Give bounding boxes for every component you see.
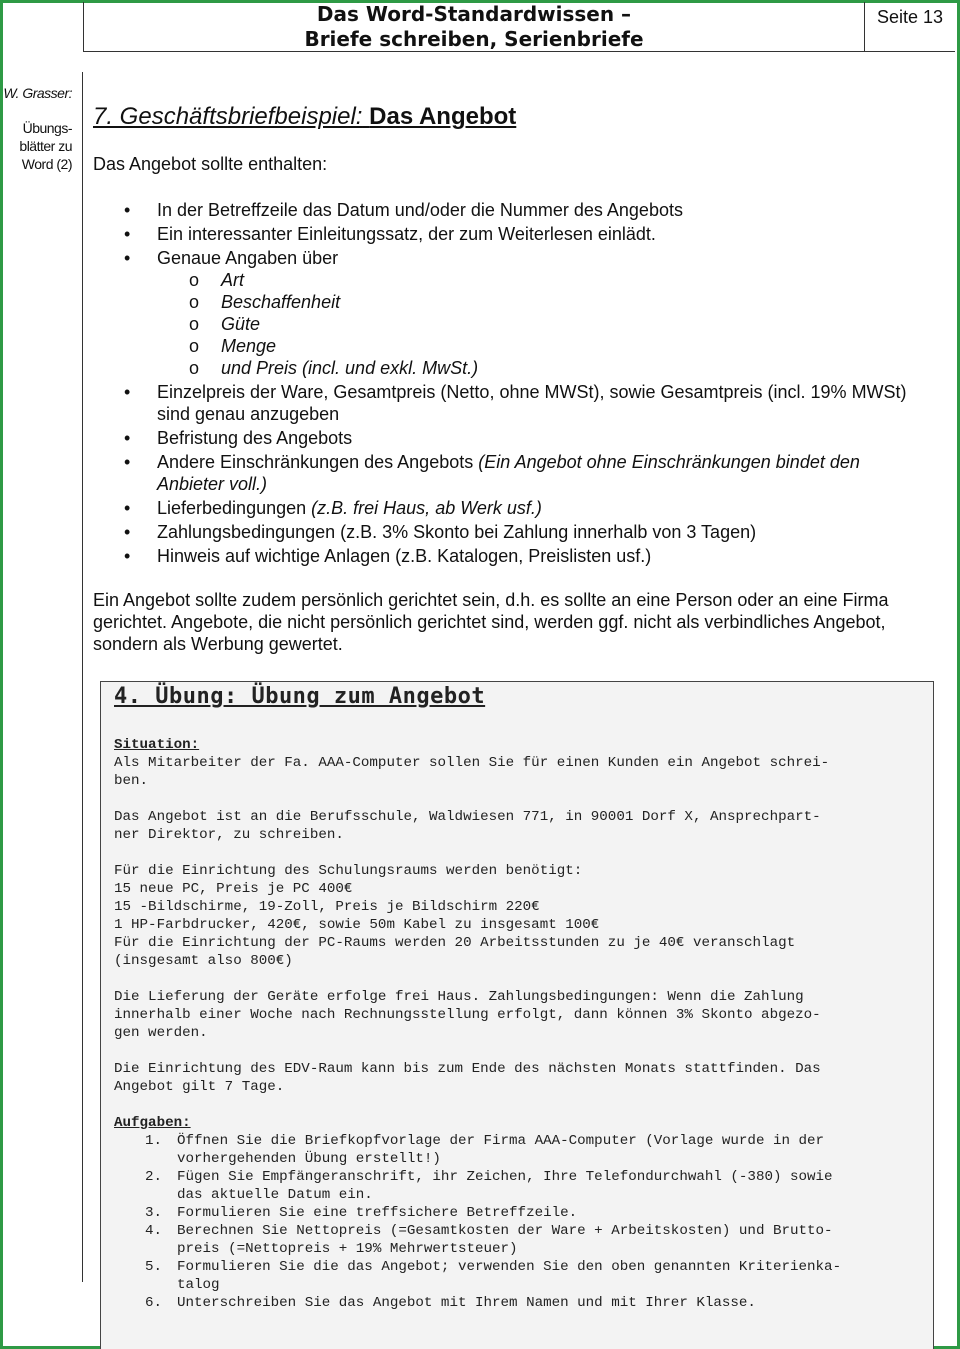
list-item	[0, 247, 930, 379]
list-item: • Befristung des Angebots	[0, 427, 930, 449]
task-number: 3.	[145, 1205, 163, 1221]
text-line: gen werden.	[114, 1025, 208, 1041]
task-item	[114, 1204, 929, 1222]
sub-list-item: o Beschaffenheit	[157, 291, 930, 313]
text-line: Die Lieferung der Geräte erfolge frei Haus. Zahlungsbedingungen: Wenn die Zahlung	[114, 989, 804, 1005]
exercise-title: 4. Übung: Übung zum Angebot	[114, 684, 486, 709]
list-item-text: Lieferbedingungen	[157, 498, 307, 518]
exercise-content	[114, 736, 929, 1312]
text-line: Für die Einrichtung des Schulungsraums werden benötigt:	[114, 863, 583, 879]
sidebar	[0, 85, 72, 173]
task-line: Formulieren Sie die das Angebot; verwenden Sie den oben genannten Kriterienka-	[177, 1259, 842, 1275]
task-item	[114, 1222, 929, 1258]
section-heading	[93, 103, 516, 131]
task-line: das aktuelle Datum ein.	[177, 1187, 373, 1203]
criteria-list	[0, 199, 930, 569]
task-line: Formulieren Sie eine treffsichere Betreffzeile.	[177, 1205, 578, 1221]
text-line: (insgesamt also 800€)	[114, 953, 293, 969]
sub-list-item: o und Preis (incl. und exkl. MwSt.)	[157, 357, 930, 379]
task-line: Berechnen Sie Nettopreis (=Gesamtkosten der Ware + Arbeitskosten) und Brutto-	[177, 1223, 833, 1239]
task-line: talog	[177, 1277, 220, 1293]
list-item-note: (z.B. frei Haus, ab Werk usf.)	[311, 498, 542, 518]
sub-list-item: o Güte	[157, 313, 930, 335]
text-line: ner Direktor, zu schreiben.	[114, 827, 344, 843]
text-line: Als Mitarbeiter der Fa. AAA-Computer sollen Sie für einen Kunden ein Angebot schrei-	[114, 755, 830, 771]
list-item: • In der Betreffzeile das Datum und/oder die Nummer des Angebots	[0, 199, 930, 221]
sidebar-author: W. Grasser:	[3, 85, 72, 101]
header-title-line1: Das Word-Standardwissen –	[316, 2, 632, 26]
situation-label: Situation:	[114, 737, 200, 753]
task-number: 4.	[145, 1223, 163, 1239]
sidebar-lines	[0, 119, 72, 173]
heading-part2: Das Angebot	[369, 103, 517, 130]
page-number: Seite 13	[865, 2, 955, 52]
header-title-line2: Briefe schreiben, Serienbriefe	[304, 27, 644, 51]
list-item: • Zahlungsbedingungen (z.B. 3% Skonto bei Zahlung innerhalb von 3 Tagen)	[0, 521, 930, 543]
section-intro: Das Angebot sollte enthalten:	[93, 154, 328, 174]
list-item-note: (Ein Angebot ohne Einschränkungen bindet den Anbieter voll.)	[157, 452, 860, 494]
list-item	[0, 497, 930, 519]
text-line: Angebot gilt 7 Tage.	[114, 1079, 285, 1095]
sidebar-line: Word (2)	[21, 156, 72, 172]
task-number: 6.	[145, 1295, 163, 1311]
sub-list-item: o Art	[157, 269, 930, 291]
task-number: 1.	[145, 1133, 163, 1149]
closing-paragraph: Ein Angebot sollte zudem persönlich gerichtet sein, d.h. es sollte an eine Person oder an eine Firma gerichtet. Angebote, die nicht persönlich gerichtet sind, werden ggf. nicht als verbindliches Angebot, sondern als Werbung gewertet.	[93, 590, 889, 654]
exercise-box	[100, 681, 934, 1349]
list-item: • Hinweis auf wichtige Anlagen (z.B. Katalogen, Preislisten usf.)	[0, 545, 930, 567]
tasks-list	[114, 1132, 929, 1312]
list-item: • Ein interessanter Einleitungssatz, der zum Weiterlesen einlädt.	[0, 223, 930, 245]
text-line: 15 -Bildschirme, 19-Zoll, Preis je Bildschirm 220€	[114, 899, 540, 915]
sub-list	[157, 269, 930, 379]
task-item	[114, 1258, 929, 1294]
heading-part1: 7. Geschäftsbriefbeispiel:	[93, 103, 363, 130]
text-line: innerhalb einer Woche nach Rechnungsstellung erfolgt, dann können 3% Skonto abgezo-	[114, 1007, 821, 1023]
task-number: 2.	[145, 1169, 163, 1185]
text-line: 15 neue PC, Preis je PC 400€	[114, 881, 353, 897]
task-line: preis (=Nettopreis + 19% Mehrwertsteuer)	[177, 1241, 518, 1257]
text-line: ben.	[114, 773, 149, 789]
task-item	[114, 1168, 929, 1204]
sub-list-item: o Menge	[157, 335, 930, 357]
text-line: Für die Einrichtung der PC-Raums werden 20 Arbeitsstunden zu je 40€ veranschlagt	[114, 935, 796, 951]
sidebar-line: Übungs-	[22, 120, 72, 136]
list-item-text: Andere Einschränkungen des Angebots	[157, 452, 474, 472]
task-line: Öffnen Sie die Briefkopfvorlage der Firma AAA-Computer (Vorlage wurde in der	[177, 1133, 825, 1149]
text-line: 1 HP-Farbdrucker, 420€, sowie 50m Kabel zu insgesamt 100€	[114, 917, 600, 933]
sidebar-line: blätter zu	[19, 138, 72, 154]
text-line: Das Angebot ist an die Berufsschule, Waldwiesen 771, in 90001 Dorf X, Ansprechpart-	[114, 809, 821, 825]
task-number: 5.	[145, 1259, 163, 1275]
header-title	[83, 2, 865, 52]
task-line: Fügen Sie Empfängeranschrift, ihr Zeichen, Ihre Telefondurchwahl (-380) sowie	[177, 1169, 833, 1185]
task-line: vorhergehenden Übung erstellt!)	[177, 1151, 441, 1167]
list-item: • Einzelpreis der Ware, Gesamtpreis (Netto, ohne MWSt), sowie Gesamtpreis (incl. 19% MWSt) sind genau anzugeben	[0, 381, 930, 425]
text-line: Die Einrichtung des EDV-Raum kann bis zum Ende des nächsten Monats stattfinden. Das	[114, 1061, 821, 1077]
task-line: Unterschreiben Sie das Angebot mit Ihrem Namen und mit Ihrer Klasse.	[177, 1295, 756, 1311]
list-item	[0, 451, 930, 495]
task-item	[114, 1132, 929, 1168]
list-item-text: Genaue Angaben über	[157, 248, 339, 268]
tasks-label: Aufgaben:	[114, 1115, 191, 1131]
task-item	[114, 1294, 929, 1312]
